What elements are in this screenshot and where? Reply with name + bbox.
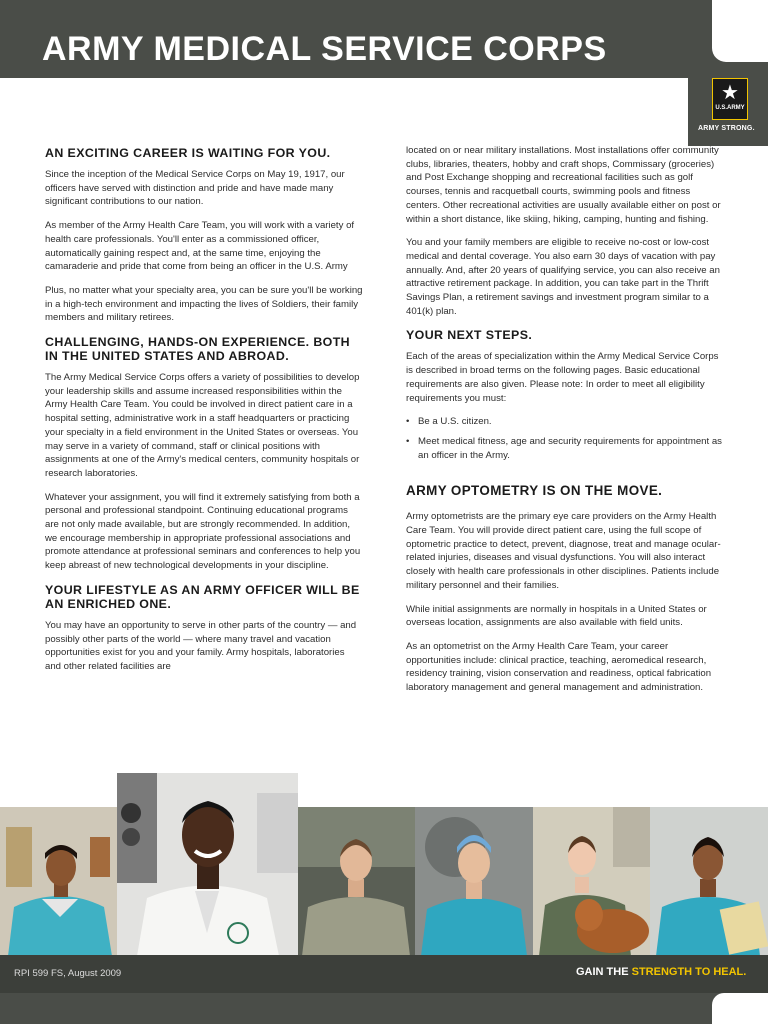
heading-next-steps: YOUR NEXT STEPS. — [406, 328, 533, 343]
list-item: • Be a U.S. citizen. — [406, 415, 724, 429]
army-logo — [712, 78, 748, 120]
paragraph: located on or near military installations. Most installations offer community clubs, libraries, theaters, hobby and craft shops, Commissary (groceries) and Post Exchange shopping and recreational facilities such as golf courses, tennis and racquetball courts, swimming pools and fitness centers. Other recreational activities are usually available either on post or within a short distance, like skiing, hiking, camping, hunting and fishing. — [406, 145, 721, 225]
logo-emblem-text: U.S.ARMY — [715, 105, 745, 111]
footer-bottom-band — [0, 993, 768, 1024]
tagline — [576, 966, 746, 978]
photo-soldier — [298, 807, 415, 956]
list-item: • Meet medical fitness, age and security requirements for appointment as an officer in the Army. — [406, 435, 724, 462]
header-curve — [712, 0, 768, 62]
photo-doctor — [650, 807, 768, 956]
paragraph: You may have an opportunity to serve in other parts of the country — and possibly other parts of the world — where many travel and vacation opportunities exist for you and your family. Army hospitals, laboratories and other related facilities are — [45, 619, 357, 672]
paragraph: As member of the Army Health Care Team, you will work with a variety of health care professionals. You'll enter as a commissioned officer, automatically gaining respect and, at the same time, enjoying the camaraderie and pride that come from being an officer in the U.S. Army — [45, 220, 355, 273]
photo-surgeon — [415, 807, 533, 956]
paragraph: Whatever your assignment, you will find it extremely satisfying from both a personal and professional standpoint. Continuing educational programs are not only made available, but are strongly recommended. In addition, we encourage membership in appropriate professional associations and promote attendance at professional seminars and conferences to help you keep abreast of new technological developments in your discipline. — [45, 491, 361, 572]
paragraph: Each of the areas of specialization within the Army Medical Service Corps is described in broad terms on the following pages. Basic educational requirements are also given. Please note: In order to meet all eligibility requirements you must: — [406, 351, 719, 404]
paragraph: Since the inception of the Medical Service Corps on May 19, 1917, our officers have served with distinction and pride and have made many significant contributions to our nation. — [45, 169, 345, 208]
requirements-list — [406, 415, 724, 462]
photo-strip — [0, 773, 768, 956]
publication-code: RPI 599 FS, August 2009 — [14, 968, 122, 979]
photo-optometrist — [117, 773, 298, 956]
tagline-accent: STRENGTH TO HEAL. — [631, 966, 747, 978]
photo-nurse — [0, 807, 117, 956]
right-column — [406, 144, 724, 705]
logo-slogan: ARMY STRONG. — [698, 125, 755, 132]
army-star-icon: ★ — [721, 82, 739, 104]
heading-lifestyle: YOUR LIFESTYLE AS AN ARMY OFFICER WILL BE AN ENRICHED ONE. — [45, 582, 360, 611]
page-title: ARMY MEDICAL SERVICE CORPS — [42, 30, 607, 68]
footer-corner — [712, 993, 768, 1024]
heading-challenging-experience: CHALLENGING, HANDS-ON EXPERIENCE. BOTH IN THE UNITED STATES AND ABROAD. — [45, 335, 351, 364]
heading-optometry: ARMY OPTOMETRY IS ON THE MOVE. — [406, 483, 663, 499]
tagline-prefix: GAIN THE — [576, 966, 632, 978]
paragraph: You and your family members are eligible to receive no-cost or low-cost medical and dental coverage. You also earn 30 days of vacation with pay annually. And, after 20 years of qualifying service, you can also receive an attractive retirement package. In addition, you can take part in the Thrift Savings Plan, a retirement savings and investment program similar to a 401(k) plan. — [406, 237, 720, 317]
paragraph: As an optometrist on the Army Health Care Team, your career opportunities include: clinical practice, teaching, aeromedical research, residency training, vision conservation and readiness, optical fabrication laboratory management and general management and administration. — [406, 640, 712, 694]
paragraph: The Army Medical Service Corps offers a variety of possibilities to develop your leadership skills and assume increased responsibilities within the Army Health Care Team. You could be involved in direct patient care in a hospital setting, administrative work in a staff headquarters or practicing your specialty in a field environment in the United States or overseas. You may serve in a variety of command, staff or clinical positions with assignments at one of the Army's medical centers, community hospitals or research laboratories. — [45, 372, 360, 479]
heading-exciting-career: AN EXCITING CAREER IS WAITING FOR YOU. — [45, 146, 331, 160]
paragraph: Army optometrists are the primary eye care providers on the Army Health Care Team. You will provide direct patient care, using the full scope of optometric practice to detect, prevent, diagnose, treat and manage ocular-related injuries, diseases and visual dysfunctions. You will also interact closely with health care professionals in other disciplines. Patients include military personnel and their families. — [406, 511, 721, 591]
paragraph: Plus, no matter what your specialty area, you can be sure you'll be working in a high-tech environment and impacting the lives of Soldiers, their family members and military retirees. — [45, 284, 363, 324]
left-column — [45, 146, 363, 684]
paragraph: While initial assignments are normally in hospitals in a United States or overseas location, assignments are also available with field units. — [406, 603, 707, 629]
photo-vet-with-dog — [533, 807, 650, 956]
